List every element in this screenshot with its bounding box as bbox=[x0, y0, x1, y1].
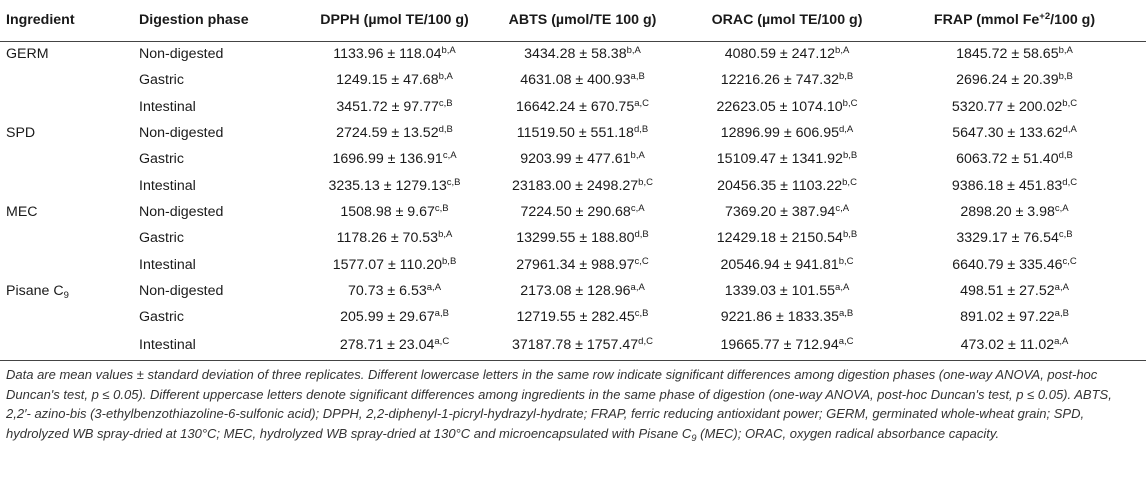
cell-abts bbox=[480, 251, 685, 277]
orac-letters: b,B bbox=[842, 150, 858, 162]
frap-value: 5647.30 ± 133.62 bbox=[952, 125, 1063, 142]
cell-dpph bbox=[309, 304, 480, 330]
frap-value: 6063.72 ± 51.40 bbox=[956, 151, 1059, 168]
table-row bbox=[0, 304, 1146, 330]
abts-value: 3434.28 ± 58.38 bbox=[524, 46, 627, 63]
cell-orac bbox=[685, 251, 889, 277]
orac-value: 9221.86 ± 1833.35 bbox=[720, 309, 839, 326]
abts-value: 23183.00 ± 2498.27 bbox=[512, 177, 639, 194]
dpph-letters: b,A bbox=[438, 229, 453, 241]
cell-ingredient bbox=[0, 94, 139, 120]
dpph-letters: d,B bbox=[438, 124, 453, 136]
dpph-letters: a,A bbox=[426, 281, 442, 293]
abts-letters: d,B bbox=[633, 124, 649, 136]
frap-value: 3329.17 ± 76.54 bbox=[956, 230, 1059, 247]
cell-abts bbox=[480, 278, 685, 304]
phase-name: Gastric bbox=[139, 309, 184, 326]
dpph-value: 1178.26 ± 70.53 bbox=[336, 230, 439, 247]
abts-value: 7224.50 ± 290.68 bbox=[520, 203, 631, 220]
table-row bbox=[0, 199, 1146, 225]
phase-name: Non-digested bbox=[139, 125, 224, 142]
header-frap-post: /100 g) bbox=[1050, 12, 1096, 29]
cell-dpph bbox=[309, 225, 480, 251]
cell-phase bbox=[139, 199, 309, 225]
cell-orac bbox=[685, 146, 889, 172]
orac-value: 20546.94 ± 941.81 bbox=[720, 256, 839, 273]
abts-letters: b,C bbox=[638, 176, 653, 188]
frap-value: 473.02 ± 11.02 bbox=[960, 337, 1055, 354]
orac-letters: a,A bbox=[835, 281, 850, 293]
cell-frap bbox=[889, 41, 1146, 67]
cell-ingredient bbox=[0, 225, 139, 251]
cell-frap bbox=[889, 199, 1146, 225]
header-row bbox=[0, 0, 1146, 41]
abts-value: 9203.99 ± 477.61 bbox=[520, 151, 631, 168]
cell-dpph bbox=[309, 67, 480, 93]
cell-frap bbox=[889, 251, 1146, 277]
orac-value: 12896.99 ± 606.95 bbox=[720, 125, 839, 142]
cell-ingredient bbox=[0, 146, 139, 172]
frap-letters: b,B bbox=[1058, 71, 1073, 83]
abts-letters: b,A bbox=[626, 45, 641, 57]
dpph-letters: c,B bbox=[438, 97, 453, 109]
table-row bbox=[0, 278, 1146, 304]
cell-abts bbox=[480, 41, 685, 67]
orac-letters: b,C bbox=[842, 97, 858, 109]
dpph-letters: c,B bbox=[434, 202, 449, 214]
frap-letters: a,A bbox=[1054, 281, 1069, 293]
dpph-value: 1249.15 ± 47.68 bbox=[336, 72, 439, 89]
orac-value: 20456.35 ± 1103.22 bbox=[717, 177, 843, 194]
abts-value: 37187.78 ± 1757.47 bbox=[512, 337, 639, 354]
phase-name: Non-digested bbox=[139, 282, 224, 299]
dpph-value: 3451.72 ± 97.77 bbox=[336, 98, 439, 115]
dpph-value: 1133.96 ± 118.04 bbox=[333, 46, 442, 63]
dpph-letters: b,B bbox=[442, 255, 457, 267]
table-body bbox=[0, 41, 1146, 360]
cell-frap bbox=[889, 304, 1146, 330]
orac-letters: d,A bbox=[838, 124, 854, 136]
frap-letters: d,C bbox=[1062, 176, 1078, 188]
cell-ingredient bbox=[0, 251, 139, 277]
cell-phase bbox=[139, 225, 309, 251]
dpph-letters: c,A bbox=[442, 150, 457, 162]
abts-letters: d,B bbox=[634, 229, 649, 241]
orac-letters: b,B bbox=[842, 229, 858, 241]
table-row bbox=[0, 330, 1146, 360]
cell-orac bbox=[685, 94, 889, 120]
cell-phase bbox=[139, 146, 309, 172]
cell-abts bbox=[480, 120, 685, 146]
frap-letters: c,A bbox=[1054, 202, 1069, 214]
table-row bbox=[0, 225, 1146, 251]
cell-orac bbox=[685, 172, 889, 198]
abts-letters: d,C bbox=[638, 336, 653, 348]
dpph-value: 1577.07 ± 110.20 bbox=[332, 256, 443, 273]
orac-letters: b,C bbox=[842, 176, 857, 188]
ingredient-name: Pisane C bbox=[6, 282, 64, 299]
cell-phase bbox=[139, 94, 309, 120]
cell-orac bbox=[685, 225, 889, 251]
frap-letters: c,C bbox=[1062, 255, 1077, 267]
frap-value: 6640.79 ± 335.46 bbox=[952, 256, 1063, 273]
cell-abts bbox=[480, 146, 685, 172]
cell-frap bbox=[889, 94, 1146, 120]
phase-name: Non-digested bbox=[139, 203, 224, 220]
table-footnote bbox=[6, 365, 1140, 443]
dpph-value: 3235.13 ± 1279.13 bbox=[328, 177, 447, 194]
phase-name: Gastric bbox=[139, 151, 184, 168]
cell-frap bbox=[889, 146, 1146, 172]
dpph-letters: c,B bbox=[446, 176, 461, 188]
orac-value: 4080.59 ± 247.12 bbox=[724, 46, 836, 63]
abts-value: 27961.34 ± 988.97 bbox=[516, 256, 635, 273]
cell-dpph bbox=[309, 120, 480, 146]
cell-phase bbox=[139, 251, 309, 277]
table-row bbox=[0, 94, 1146, 120]
header-dpph: DPPH (µmol TE/100 g) bbox=[309, 0, 480, 41]
abts-value: 4631.08 ± 400.93 bbox=[520, 72, 631, 89]
phase-name: Gastric bbox=[139, 72, 184, 89]
abts-letters: c,A bbox=[630, 202, 645, 214]
cell-ingredient bbox=[0, 330, 139, 360]
phase-name: Intestinal bbox=[139, 98, 196, 115]
frap-letters: d,A bbox=[1062, 124, 1077, 136]
table-row bbox=[0, 146, 1146, 172]
abts-letters: a,A bbox=[630, 281, 645, 293]
phase-name: Gastric bbox=[139, 230, 184, 247]
dpph-value: 205.99 ± 29.67 bbox=[340, 309, 435, 326]
orac-letters: b,C bbox=[838, 255, 854, 267]
orac-letters: a,B bbox=[838, 308, 854, 320]
cell-phase bbox=[139, 120, 309, 146]
orac-letters: b,B bbox=[838, 71, 854, 83]
cell-abts bbox=[480, 225, 685, 251]
cell-dpph bbox=[309, 172, 480, 198]
cell-ingredient bbox=[0, 67, 139, 93]
cell-ingredient bbox=[0, 120, 139, 146]
orac-value: 1339.03 ± 101.55 bbox=[724, 282, 836, 299]
frap-value: 9386.18 ± 451.83 bbox=[951, 177, 1063, 194]
cell-dpph bbox=[309, 41, 480, 67]
cell-abts bbox=[480, 67, 685, 93]
cell-orac bbox=[685, 304, 889, 330]
cell-phase bbox=[139, 67, 309, 93]
frap-letters: c,B bbox=[1058, 229, 1073, 241]
frap-letters: d,B bbox=[1058, 150, 1073, 162]
footnote-text-1: Data are mean values ± standard deviation of three replicates. Different lowercase letters in the same row indicate significant differences among digestion phases (one-way ANOVA, post-hoc Duncan's test, p ≤ 0.05). Different uppercase letters denote significant differences among ingredients in the same phase of digestion (one-way ANOVA, post-hoc Duncan's test, p ≤ 0.05). ABTS, 2,2′- azino-bis (3-ethylbenzothiazoline-6-sulfonic acid); DPPH, 2,2-diphenyl-1-picryl-hydrazyl-hydrate; FRAP, ferric reducing antioxidant power; GERM, germinated whole-wheat grain; SPD, hydrolyzed WB spray-dried at 130°C; MEC, hydrolyzed WB spray-dried at 130°C and microencapsulated with Pisane C bbox=[6, 367, 1112, 441]
orac-value: 19665.77 ± 712.94 bbox=[720, 337, 839, 354]
orac-value: 12429.18 ± 2150.54 bbox=[716, 230, 843, 247]
abts-value: 16642.24 ± 670.75 bbox=[515, 98, 635, 115]
dpph-value: 2724.59 ± 13.52 bbox=[336, 125, 439, 142]
frap-letters: a,B bbox=[1054, 308, 1069, 320]
orac-letters: b,A bbox=[835, 45, 850, 57]
cell-abts bbox=[480, 330, 685, 360]
cell-ingredient bbox=[0, 199, 139, 225]
cell-dpph bbox=[309, 330, 480, 360]
abts-value: 12719.55 ± 282.45 bbox=[516, 309, 635, 326]
frap-letters: b,C bbox=[1062, 97, 1078, 109]
cell-ingredient bbox=[0, 41, 139, 67]
table-row bbox=[0, 172, 1146, 198]
header-frap-sup: +2 bbox=[1039, 11, 1051, 23]
orac-letters: a,C bbox=[838, 336, 854, 348]
table-row bbox=[0, 120, 1146, 146]
cell-phase bbox=[139, 172, 309, 198]
dpph-letters: b,A bbox=[441, 45, 456, 57]
header-phase: Digestion phase bbox=[139, 0, 309, 41]
table-row bbox=[0, 41, 1146, 67]
cell-ingredient bbox=[0, 304, 139, 330]
orac-value: 7369.20 ± 387.94 bbox=[724, 203, 836, 220]
abts-letters: a,B bbox=[630, 71, 645, 83]
abts-letters: b,A bbox=[630, 150, 645, 162]
cell-ingredient bbox=[0, 278, 139, 304]
cell-orac bbox=[685, 67, 889, 93]
ingredient-name: SPD bbox=[6, 125, 36, 142]
header-frap-pre: FRAP (mmol Fe bbox=[933, 12, 1040, 29]
abts-value: 2173.08 ± 128.96 bbox=[520, 282, 631, 299]
phase-name: Intestinal bbox=[139, 177, 196, 194]
dpph-value: 278.71 ± 23.04 bbox=[339, 337, 435, 354]
abts-letters: a,C bbox=[634, 97, 650, 109]
cell-dpph bbox=[309, 278, 480, 304]
cell-abts bbox=[480, 172, 685, 198]
cell-dpph bbox=[309, 94, 480, 120]
cell-phase bbox=[139, 304, 309, 330]
table-row bbox=[0, 251, 1146, 277]
phase-name: Intestinal bbox=[139, 256, 196, 273]
cell-dpph bbox=[309, 146, 480, 172]
cell-frap bbox=[889, 67, 1146, 93]
cell-orac bbox=[685, 278, 889, 304]
dpph-value: 1508.98 ± 9.67 bbox=[340, 203, 435, 220]
abts-value: 11519.50 ± 551.18 bbox=[516, 125, 634, 142]
orac-letters: c,A bbox=[835, 202, 850, 214]
cell-frap bbox=[889, 120, 1146, 146]
dpph-value: 70.73 ± 6.53 bbox=[347, 282, 427, 299]
frap-value: 498.51 ± 27.52 bbox=[960, 282, 1055, 299]
cell-orac bbox=[685, 199, 889, 225]
table-row bbox=[0, 67, 1146, 93]
cell-dpph bbox=[309, 251, 480, 277]
cell-phase bbox=[139, 41, 309, 67]
dpph-letters: a,C bbox=[434, 336, 450, 348]
frap-letters: b,A bbox=[1058, 45, 1073, 57]
dpph-value: 1696.99 ± 136.91 bbox=[332, 151, 443, 168]
abts-value: 13299.55 ± 188.80 bbox=[516, 230, 635, 247]
cell-frap bbox=[889, 225, 1146, 251]
header-orac: ORAC (µmol TE/100 g) bbox=[685, 0, 889, 41]
phase-name: Intestinal bbox=[139, 337, 196, 354]
ingredient-name: MEC bbox=[6, 203, 38, 220]
ingredient-name: GERM bbox=[6, 46, 49, 63]
cell-abts bbox=[480, 199, 685, 225]
frap-value: 891.02 ± 97.22 bbox=[960, 309, 1055, 326]
cell-frap bbox=[889, 278, 1146, 304]
header-ingredient: Ingredient bbox=[0, 0, 139, 41]
orac-value: 12216.26 ± 747.32 bbox=[720, 72, 839, 89]
cell-phase bbox=[139, 278, 309, 304]
orac-value: 15109.47 ± 1341.92 bbox=[716, 151, 843, 168]
ingredient-subscript: 9 bbox=[63, 289, 69, 301]
frap-value: 1845.72 ± 58.65 bbox=[956, 46, 1059, 63]
frap-letters: a,A bbox=[1054, 336, 1069, 348]
footnote-subscript: 9 bbox=[691, 432, 697, 444]
frap-value: 2696.24 ± 20.39 bbox=[956, 72, 1059, 89]
frap-value: 2898.20 ± 3.98 bbox=[960, 203, 1055, 220]
cell-ingredient bbox=[0, 172, 139, 198]
cell-orac bbox=[685, 120, 889, 146]
abts-letters: c,B bbox=[634, 308, 649, 320]
orac-value: 22623.05 ± 1074.10 bbox=[716, 98, 843, 115]
header-abts: ABTS (µmol/TE 100 g) bbox=[480, 0, 685, 41]
cell-orac bbox=[685, 330, 889, 360]
abts-letters: c,C bbox=[634, 255, 649, 267]
cell-phase bbox=[139, 330, 309, 360]
footnote-text-2: (MEC); ORAC, oxygen radical absorbance capacity. bbox=[696, 425, 1000, 441]
dpph-letters: b,A bbox=[438, 71, 453, 83]
cell-abts bbox=[480, 94, 685, 120]
phase-name: Non-digested bbox=[139, 46, 224, 63]
cell-dpph bbox=[309, 199, 480, 225]
cell-orac bbox=[685, 41, 889, 67]
cell-frap bbox=[889, 172, 1146, 198]
frap-value: 5320.77 ± 200.02 bbox=[951, 98, 1063, 115]
cell-frap bbox=[889, 330, 1146, 360]
cell-abts bbox=[480, 304, 685, 330]
dpph-letters: a,B bbox=[434, 308, 449, 320]
header-frap bbox=[889, 0, 1146, 41]
